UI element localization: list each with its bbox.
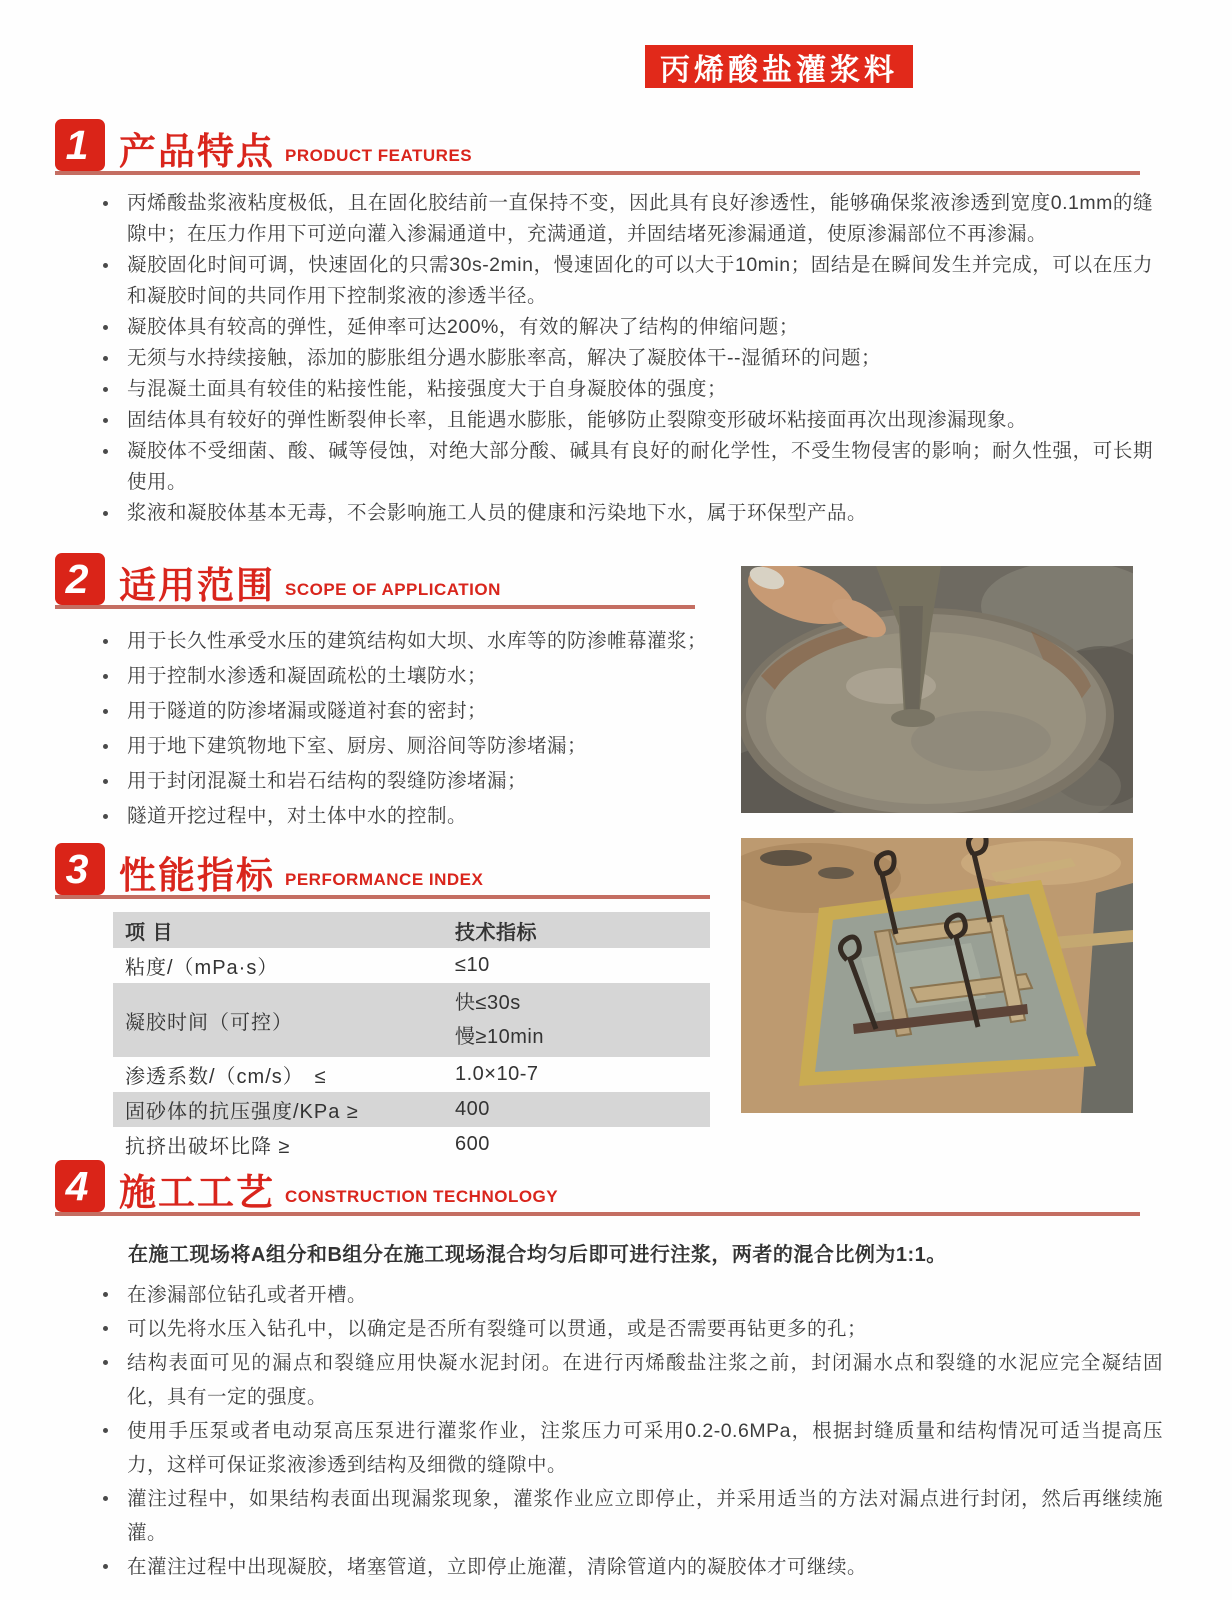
section-4-header — [55, 1163, 1140, 1216]
list-item: 用于控制水渗透和凝固疏松的土壤防水； — [97, 659, 737, 694]
list-item: 可以先将水压入钻孔中，以确定是否所有裂缝可以贯通，或是否需要再钻更多的孔； — [97, 1312, 1163, 1346]
section-2-title: 适用范围 — [119, 565, 275, 606]
list-item: 使用手压泵或者电动泵高压泵进行灌浆作业，注浆压力可采用0.2-0.6MPa，根据封缝质量和结构情况可适当提高压力，这样可保证浆液渗透到结构及细微的缝隙中。 — [97, 1414, 1163, 1482]
section-4-title: 施工工艺 — [119, 1172, 275, 1213]
section-2-header — [55, 556, 695, 609]
section-4-subtitle: CONSTRUCTION TECHNOLOGY — [285, 1187, 559, 1206]
list-item: 用于封闭混凝土和岩石结构的裂缝防渗堵漏； — [97, 764, 737, 799]
table-cell: 渗透系数/（cm/s） ≤ — [125, 1066, 327, 1088]
section-3-subtitle: PERFORMANCE INDEX — [285, 870, 484, 889]
list-item: 隧道开挖过程中，对土体中水的控制。 — [97, 799, 737, 834]
column-header-item: 项 目 — [125, 921, 174, 944]
table-header-row — [113, 912, 710, 948]
performance-index-table — [113, 912, 710, 1162]
list-item: 凝胶固化时间可调，快速固化的只需30s-2min，慢速固化的可以大于10min；固结是在瞬间发生并完成，可以在压力和凝胶时间的共同作用下控制浆液的渗透半径。 — [97, 250, 1153, 312]
section-1-number-badge: 1 — [55, 119, 105, 171]
list-item: 灌注过程中，如果结构表面出现漏浆现象，灌浆作业应立即停止，并采用适当的方法对漏点进行封闭，然后再继续施灌。 — [97, 1482, 1163, 1550]
section-3-header — [55, 846, 710, 899]
section-1-title: 产品特点 — [119, 131, 275, 172]
table-row — [113, 1127, 710, 1162]
construction-steps-list — [97, 1278, 1163, 1584]
section-1-header — [55, 122, 1140, 175]
list-item: 用于隧道的防渗堵漏或隧道衬套的密封； — [97, 694, 737, 729]
grout-mixing-photo — [741, 566, 1133, 813]
table-cell: 固砂体的抗压强度/KPa ≥ — [125, 1101, 359, 1123]
gel-time-fast: 快≤30s — [455, 992, 521, 1014]
formwork-grouting-photo — [741, 838, 1133, 1113]
table-cell: 粘度/（mPa·s） — [125, 957, 279, 979]
list-item: 凝胶体不受细菌、酸、碱等侵蚀，对绝大部分酸、碱具有良好的耐化学性，不受生物侵害的影响；耐久性强，可长期使用。 — [97, 436, 1153, 498]
table-row — [113, 983, 710, 1057]
table-row — [113, 1057, 710, 1092]
table-row — [113, 948, 710, 983]
section-1-subtitle: PRODUCT FEATURES — [285, 146, 473, 165]
list-item: 无须与水持续接触，添加的膨胀组分遇水膨胀率高，解决了凝胶体干--湿循环的问题； — [97, 343, 1153, 374]
section-3-title: 性能指标 — [119, 855, 275, 896]
list-item: 浆液和凝胶体基本无毒，不会影响施工人员的健康和污染地下水，属于环保型产品。 — [97, 498, 1153, 529]
list-item: 丙烯酸盐浆液粘度极低，且在固化胶结前一直保持不变，因此具有良好渗透性，能够确保浆液渗透到宽度0.1mm的缝隙中；在压力作用下可逆向灌入渗漏通道中，充满通道，并固结堵死渗漏通道，使原渗漏部位不再渗漏。 — [97, 188, 1153, 250]
product-title-banner: 丙烯酸盐灌浆料 — [645, 45, 913, 88]
table-row — [113, 1092, 710, 1127]
table-cell: 抗挤出破坏比降 ≥ — [125, 1136, 291, 1158]
table-cell: 600 — [455, 1133, 490, 1155]
table-cell: 凝胶时间（可控） — [125, 1011, 293, 1034]
table-cell — [455, 986, 710, 1054]
gel-time-slow: 慢≥10min — [455, 1026, 544, 1048]
table-cell: ≤10 — [455, 954, 490, 976]
table-cell: 400 — [455, 1098, 490, 1120]
section-4-number-badge: 4 — [55, 1160, 105, 1212]
scope-of-application-list — [97, 624, 737, 834]
table-cell: 1.0×10-7 — [455, 1063, 539, 1085]
list-item: 与混凝土面具有较佳的粘接性能，粘接强度大于自身凝胶体的强度； — [97, 374, 1153, 405]
section-3-number-badge: 3 — [55, 843, 105, 895]
section-2-subtitle: SCOPE OF APPLICATION — [285, 580, 501, 599]
list-item: 用于地下建筑物地下室、厨房、厕浴间等防渗堵漏； — [97, 729, 737, 764]
section-2-number-badge: 2 — [55, 553, 105, 605]
column-header-spec: 技术指标 — [455, 921, 537, 944]
list-item: 在渗漏部位钻孔或者开槽。 — [97, 1278, 1163, 1312]
list-item: 在灌注过程中出现凝胶，堵塞管道，立即停止施灌，清除管道内的凝胶体才可继续。 — [97, 1550, 1163, 1584]
list-item: 凝胶体具有较高的弹性，延伸率可达200%，有效的解决了结构的伸缩问题； — [97, 312, 1153, 343]
list-item: 固结体具有较好的弹性断裂伸长率，且能遇水膨胀，能够防止裂隙变形破坏粘接面再次出现渗漏现象。 — [97, 405, 1153, 436]
construction-intro: 在施工现场将A组分和B组分在施工现场混合均匀后即可进行注浆，两者的混合比例为1:1。 — [128, 1244, 947, 1266]
product-features-list — [97, 188, 1153, 529]
list-item: 结构表面可见的漏点和裂缝应用快凝水泥封闭。在进行丙烯酸盐注浆之前，封闭漏水点和裂缝的水泥应完全凝结固化，具有一定的强度。 — [97, 1346, 1163, 1414]
list-item: 用于长久性承受水压的建筑结构如大坝、水库等的防渗帷幕灌浆； — [97, 624, 737, 659]
